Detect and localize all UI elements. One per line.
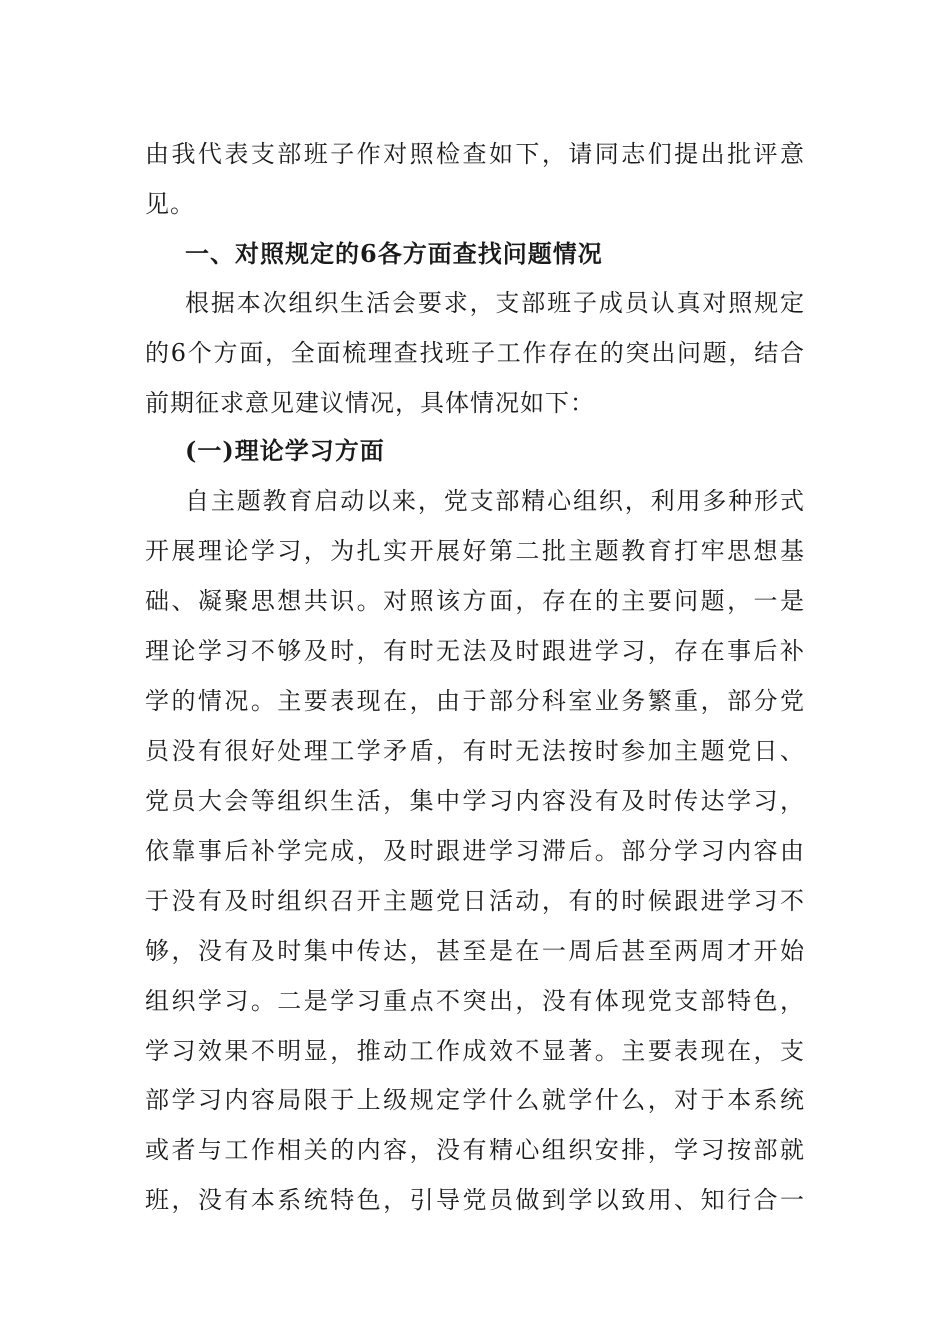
- subsection-heading: (一)理论学习方面: [185, 436, 385, 465]
- intro-line-2: 见。: [145, 190, 195, 218]
- subsection-para-line-7: 党员大会等组织生活，集中学习内容没有及时传达学习，: [145, 787, 805, 815]
- subsection-para-line-9: 于没有及时组织召开主题党日活动，有的时候跟进学习不: [145, 887, 805, 915]
- section-para-line-1: 根据本次组织生活会要求，支部班子成员认真对照规定: [185, 289, 805, 317]
- subsection-para-line-6: 员没有很好处理工学矛盾，有时无法按时参加主题党日、: [145, 737, 805, 765]
- subsection-para-line-4: 理论学习不够及时，有时无法及时跟进学习，存在事后补: [145, 637, 805, 665]
- subsection-para-line-15: 班，没有本系统特色，引导党员做到学以致用、知行合一: [145, 1186, 805, 1214]
- subsection-para-line-8: 依靠事后补学完成，及时跟进学习滞后。部分学习内容由: [145, 837, 805, 865]
- subsection-para-line-11: 组织学习。二是学习重点不突出，没有体现党支部特色，: [145, 987, 805, 1015]
- subsection-para-line-12: 学习效果不明显，推动工作成效不显著。主要表现在，支: [145, 1037, 805, 1065]
- subsection-para-line-3: 础、凝聚思想共识。对照该方面，存在的主要问题，一是: [145, 587, 805, 615]
- subsection-para-line-10: 够，没有及时集中传达，甚至是在一周后甚至两周才开始: [145, 937, 805, 965]
- subsection-para-line-5: 学的情况。主要表现在，由于部分科室业务繁重，部分党: [145, 687, 805, 715]
- section-heading: 一、对照规定的6各方面查找问题情况: [185, 239, 603, 268]
- section-para-line-2: 的6个方面，全面梳理查找班子工作存在的突出问题，结合: [145, 339, 805, 367]
- subsection-para-line-14: 或者与工作相关的内容，没有精心组织安排，学习按部就: [145, 1136, 805, 1164]
- subsection-para-line-13: 部学习内容局限于上级规定学什么就学什么，对于本系统: [145, 1086, 805, 1114]
- subsection-para-line-1: 自主题教育启动以来，党支部精心组织，利用多种形式: [185, 487, 805, 515]
- intro-line-1: 由我代表支部班子作对照检查如下，请同志们提出批评意: [145, 140, 805, 168]
- section-para-line-3: 前期征求意见建议情况，具体情况如下：: [145, 389, 595, 417]
- subsection-para-line-2: 开展理论学习，为扎实开展好第二批主题教育打牢思想基: [145, 537, 805, 565]
